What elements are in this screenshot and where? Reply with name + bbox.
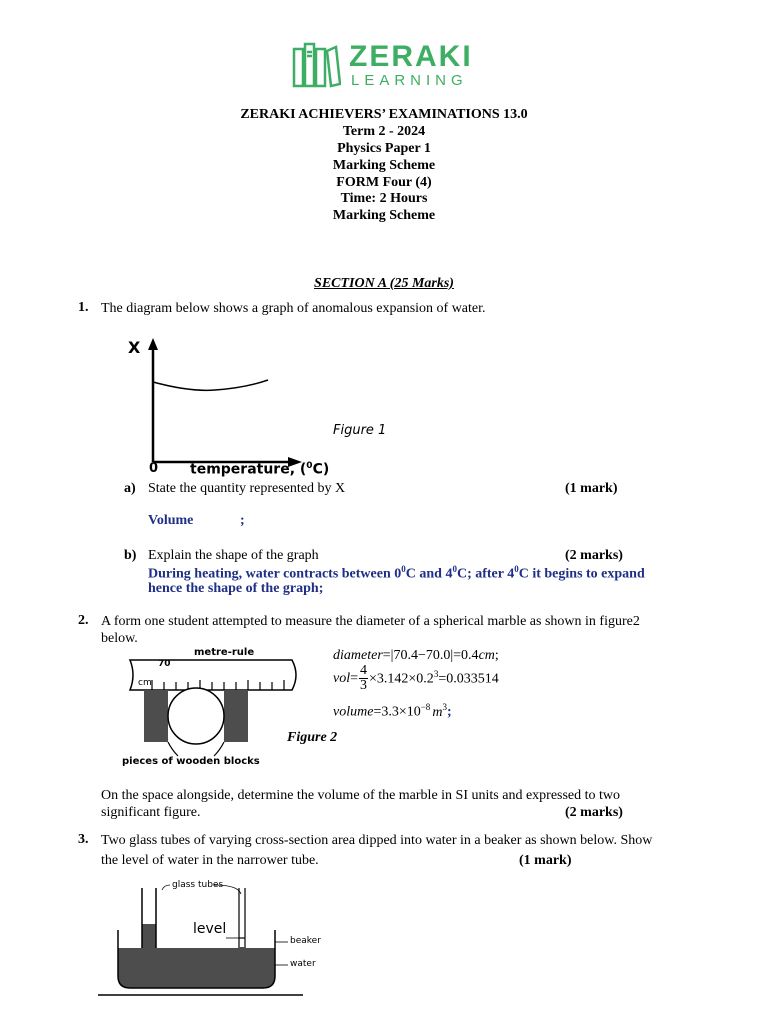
- q3-text-line1: Two glass tubes of varying cross-section area dipped into water in a beaker as shown below. Show: [101, 833, 653, 848]
- glass-tubes-label: glass tubes: [172, 880, 224, 890]
- q2-marks: (2 marks): [565, 805, 623, 820]
- q1b-text: Explain the shape of the graph: [148, 548, 319, 563]
- figure-1-graph: [120, 332, 340, 482]
- rule-reading-label: 70: [158, 659, 171, 669]
- level-label: level: [193, 921, 227, 937]
- q1b-answer-line1: During heating, water contracts between $0^0C$ and $4^0C$; after $4^0C$ it begins to expand: [148, 564, 645, 582]
- exam-title: ZERAKI ACHIEVERS’ EXAMINATIONS 13.0: [240, 107, 528, 122]
- section-title: SECTION A (25 Marks): [314, 276, 454, 291]
- q3-marks: (1 mark): [519, 853, 572, 868]
- q3-text-line2: the level of water in the narrower tube.: [101, 853, 319, 868]
- q2-working-line1: diameter=|70.4−70.0|=0.4cm;: [333, 648, 499, 663]
- q1a-marks: (1 mark): [565, 481, 618, 496]
- figure-2-diagram: [122, 650, 302, 770]
- q2-text-line2: below.: [101, 631, 138, 646]
- exam-time: Time: 2 Hours: [340, 191, 428, 206]
- q1b-label: b): [124, 548, 137, 563]
- q1a-text: State the quantity represented by X: [148, 481, 346, 496]
- books-icon: [291, 40, 341, 90]
- graph-y-label: X: [128, 338, 141, 357]
- q2-text-line1: A form one student attempted to measure the diameter of a spherical marble as shown in figure2: [101, 614, 640, 629]
- q1a-answer: Volume: [148, 513, 194, 528]
- q1a-label: a): [124, 481, 136, 496]
- wooden-blocks-label: pieces of wooden blocks: [122, 756, 260, 767]
- q1-text: The diagram below shows a graph of anomalous expansion of water.: [101, 301, 486, 316]
- q1b-answer-line2: hence the shape of the graph;: [148, 581, 324, 596]
- metre-rule-label: metre-rule: [194, 647, 255, 658]
- logo-brand: ZERAKI: [349, 40, 473, 73]
- figure-2-caption: Figure 2: [287, 730, 338, 745]
- exam-form: FORM Four (4): [336, 175, 432, 190]
- q1b-marks: (2 marks): [565, 548, 623, 563]
- exam-scheme: Marking Scheme: [332, 158, 436, 173]
- q2-number: 2.: [78, 613, 89, 628]
- q3-number: 3.: [78, 832, 89, 847]
- q1-number: 1.: [78, 300, 89, 315]
- graph-x-label: temperature, ($^0$C): [190, 461, 330, 478]
- q2-working-line2: vol= $\frac{4}{3}$ $\times 3.142\times 0.2^3=0.033514$: [333, 663, 499, 693]
- q2-instruction-line1: On the space alongside, determine the volume of the marble in SI units and expressed to two: [101, 788, 621, 803]
- rule-unit-label: cm: [138, 678, 152, 688]
- exam-term: Term 2 - 2024: [342, 124, 426, 139]
- q2-working-line3: $volume=3.3\times 10^{-8}$ $m^3$;: [333, 702, 452, 720]
- water-label: water: [290, 959, 316, 969]
- q1a-tick: ;: [240, 513, 245, 528]
- figure-1-caption: Figure 1: [333, 423, 387, 438]
- beaker-label: beaker: [290, 936, 321, 946]
- q2-instruction-line2: significant figure.: [101, 805, 201, 820]
- logo-sub: LEARNING: [351, 72, 468, 89]
- exam-scheme-2: Marking Scheme: [332, 208, 436, 223]
- exam-paper: Physics Paper 1: [337, 141, 431, 156]
- zeraki-logo: [291, 40, 491, 90]
- graph-origin: 0: [149, 461, 159, 476]
